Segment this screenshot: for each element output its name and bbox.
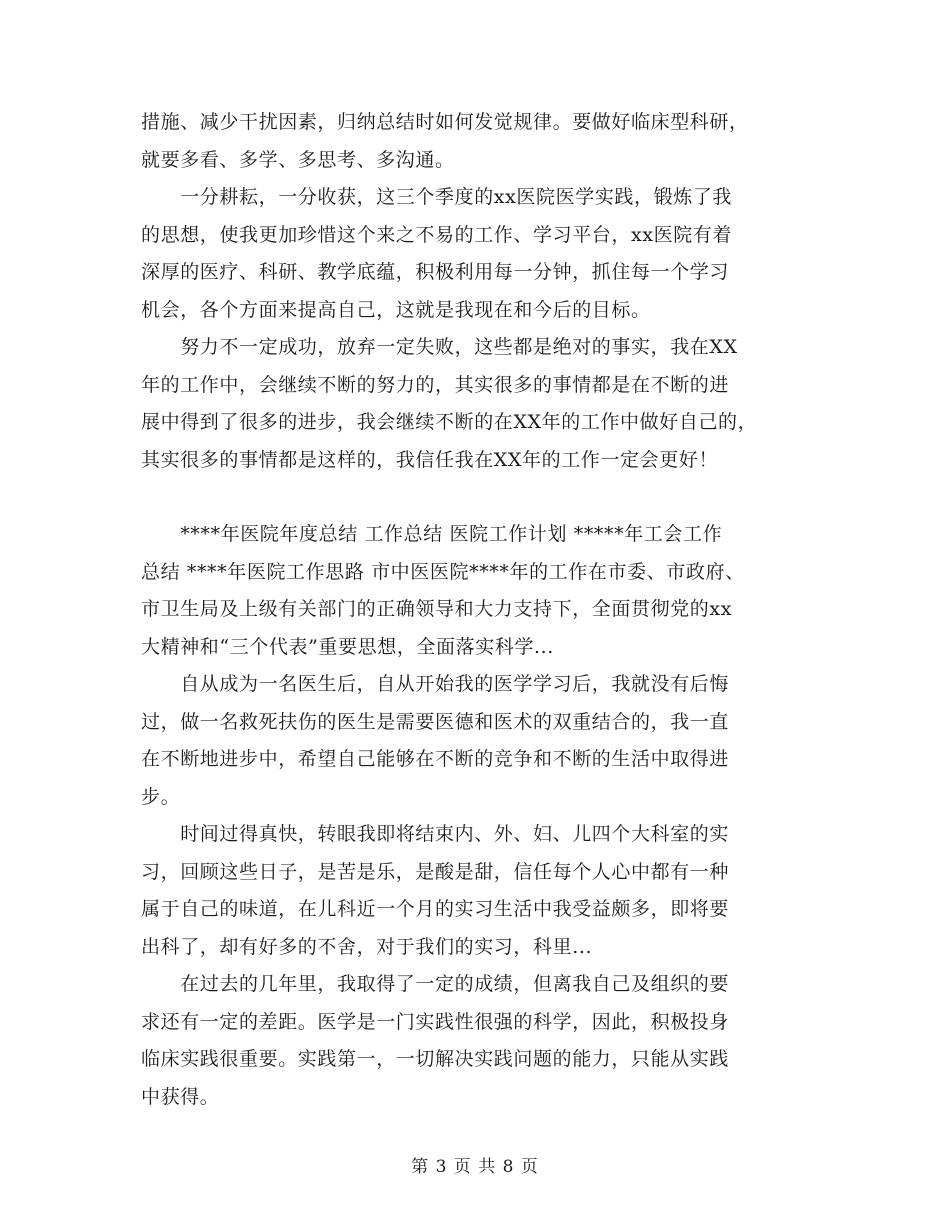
text-line: 时间过得真快，转眼我即将结束内、外、妇、儿四个大科室的实 — [141, 823, 730, 845]
text-line: 大精神和“三个代表”重要思想，全面落实科学... — [141, 635, 554, 658]
text-line: 其实很多的事情都是这样的，我信任我在XX年的工作一定会更好！ — [141, 448, 719, 471]
paragraph-7 — [141, 966, 821, 1116]
text-line: 中获得。 — [141, 1085, 220, 1108]
text-line: 就要多看、多学、多思考、多沟通。 — [141, 148, 455, 171]
text-line: 属于自己的味道，在儿科近一个月的实习生活中我受益颇多，即将要 — [141, 898, 730, 920]
text-line: 总结 ****年医院工作思路 市中医医院****年的工作在市委、市政府、 — [141, 560, 745, 583]
text-line: 的思想，使我更加珍惜这个来之不易的工作、学习平台，xx医院有着 — [141, 223, 733, 246]
text-line: 年的工作中，会继续不断的努力的，其实很多的事情都是在不断的进 — [141, 373, 730, 396]
text-line: 展中得到了很多的进步，我会继续不断的在XX年的工作中做好自己的， — [141, 411, 758, 433]
page-number-footer: 第 3 页 共 8 页 — [411, 1157, 539, 1177]
text-line: 努力不一定成功，放弃一定失败，这些都是绝对的事实，我在XX — [141, 336, 738, 358]
paragraph-3 — [141, 329, 821, 479]
document-body — [141, 104, 821, 1116]
paragraph-5 — [141, 666, 821, 816]
text-line: 市卫生局及上级有关部门的正确领导和大力支持下，全面贯彻党的xx — [141, 598, 733, 620]
text-line: 在不断地进步中，希望自己能够在不断的竞争和不断的生活中取得进 — [141, 748, 730, 770]
paragraph-1 — [141, 104, 821, 179]
text-line: 出科了，却有好多的不舍，对于我们的实习，科里... — [141, 935, 593, 958]
text-line: 措施、减少干扰因素，归纳总结时如何发觉规律。要做好临床型科研， — [141, 111, 749, 133]
text-line: 在过去的几年里，我取得了一定的成绩，但离我自己及组织的要 — [141, 973, 730, 995]
text-line: 过，做一名救死扶伤的医生是需要医德和医术的双重结合的，我一直 — [141, 710, 730, 733]
text-line: 机会，各个方面来提高自己，这就是我现在和今后的目标。 — [141, 298, 651, 321]
paragraph-2 — [141, 179, 821, 329]
text-line: 临床实践很重要。实践第一，一切解决实践问题的能力，只能从实践 — [141, 1048, 730, 1070]
paragraph-4 — [141, 516, 821, 666]
text-line: 习，回顾这些日子，是苦是乐，是酸是甜，信任每个人心中都有一种 — [141, 860, 730, 883]
text-line: ****年医院年度总结 工作总结 医院工作计划 *****年工会工作 — [141, 523, 723, 545]
text-line: 步。 — [141, 785, 181, 808]
paragraph-6 — [141, 816, 821, 966]
paragraph-spacer — [141, 479, 821, 516]
text-line: 一分耕耘，一分收获，这三个季度的xx医院医学实践，锻炼了我 — [141, 186, 733, 208]
text-line: 自从成为一名医生后，自从开始我的医学学习后，我就没有后悔 — [141, 673, 730, 695]
text-line: 求还有一定的差距。医学是一门实践性很强的科学，因此，积极投身 — [141, 1010, 730, 1033]
text-line: 深厚的医疗、科研、教学底蕴，积极利用每一分钟，抓住每一个学习 — [141, 261, 730, 283]
